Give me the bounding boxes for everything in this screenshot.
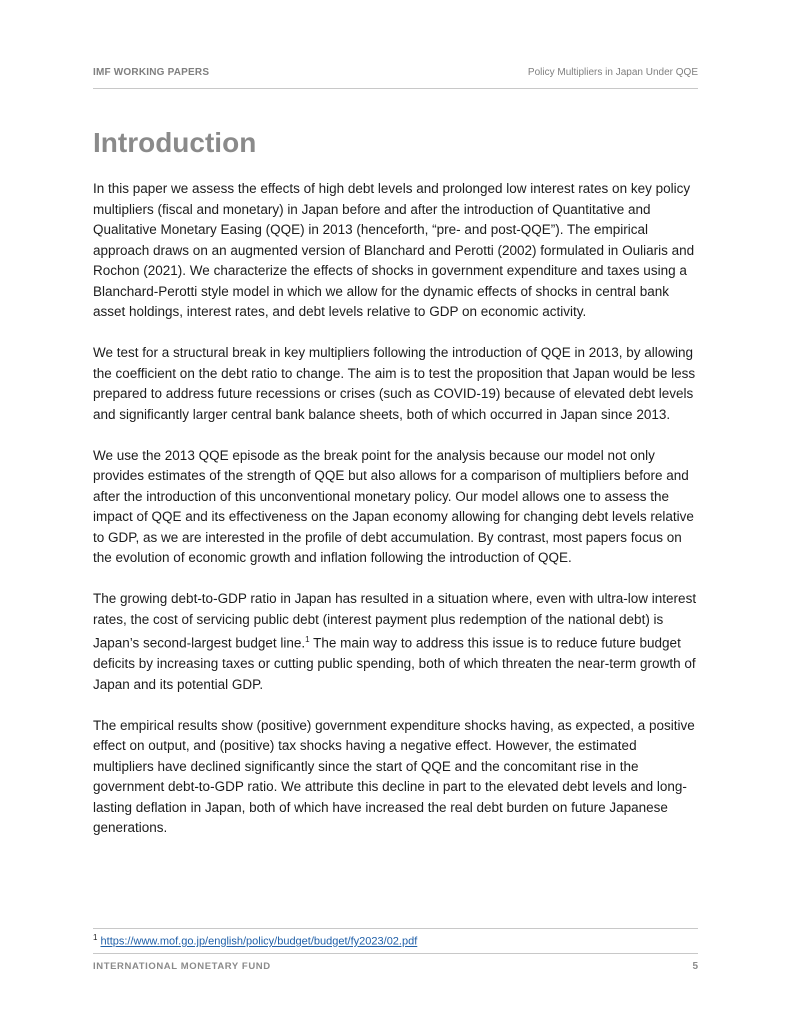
footer-organization: INTERNATIONAL MONETARY FUND [93,961,271,972]
paragraph-4 [93,589,701,695]
paragraph-5: The empirical results show (positive) government expenditure shocks having, as expected, a positive effect on output, and (positive) tax shocks having a negative effect. However, the estimated multipliers have declined significantly since the start of QQE and the concomitant rise in the government debt-to-GDP ratio. We attribute this decline in part to the elevated debt levels and long-lasting deflation in Japan, both of which have increased the real debt burden on future Japanese generations. [93,717,695,835]
header-paper-title: Policy Multipliers in Japan Under QQE [527,67,698,78]
paragraph-4-text-b: The main way to address this issue is to reduce future budget deficits by increasing taxes or cutting public spending, both of which threaten the near-term growth of Japan and its potential GDP. [93,635,696,692]
header-series-title: IMF WORKING PAPERS [93,67,210,78]
footnote [93,933,417,948]
page-number: 5 [692,961,698,972]
footer-divider [93,953,698,954]
footnote-link[interactable]: https://www.mof.go.jp/english/policy/budget/budget/fy2023/02.pdf [100,935,418,948]
paragraph-4-text-a: The growing debt-to-GDP ratio in Japan has resulted in a situation where, even with ultra-low interest rates, the cost of servicing public debt (interest payment plus redemption of the national debt) is Japan’s second-largest budget line. [93,591,697,651]
footnote-divider [93,928,698,929]
paragraph-1: In this paper we assess the effects of high debt levels and prolonged low interest rates on key policy multipliers (fiscal and monetary) in Japan before and after the introduction of Quantitative and Qualitative Monetary Easing (QQE) in 2013 (henceforth, “pre- and post-QQE”). The empirical approach draws on an augmented version of Blanchard and Perotti (2002) formulated in Ouliaris and Rochon (2021). We characterize the effects of shocks in government expenditure and taxes using a Blanchard-Perotti style model in which we allow for the dynamic effects of shocks in central bank asset holdings, interest rates, and debt levels relative to GDP on economic activity. [93,181,695,319]
body-text [93,179,701,859]
footnote-number: 1 [93,933,98,942]
page-header [93,64,698,89]
section-title: Introduction [93,127,257,158]
footnote-reference[interactable]: 1 [305,635,310,644]
paragraph-3: We use the 2013 QQE episode as the break point for the analysis because our model not only provides estimates of the strength of QQE but also allows for a comparison of multipliers before and after the introduction of this unconventional monetary policy. Our model allows one to assess the impact of QQE and its effectiveness on the Japan economy allowing for changing debt levels relative to GDP, as we are interested in the profile of debt accumulation. By contrast, most papers focus on the evolution of economic growth and inflation following the introduction of QQE. [93,447,694,565]
paragraph-2: We test for a structural break in key multipliers following the introduction of QQE in 2013, by allowing the coefficient on the debt ratio to change. The aim is to test the proposition that Japan would be less prepared to address future recessions or crises (such as COVID-19) because of elevated debt levels and significantly larger central bank balance sheets, both of which occurred in Japan since 2013. [93,345,696,422]
